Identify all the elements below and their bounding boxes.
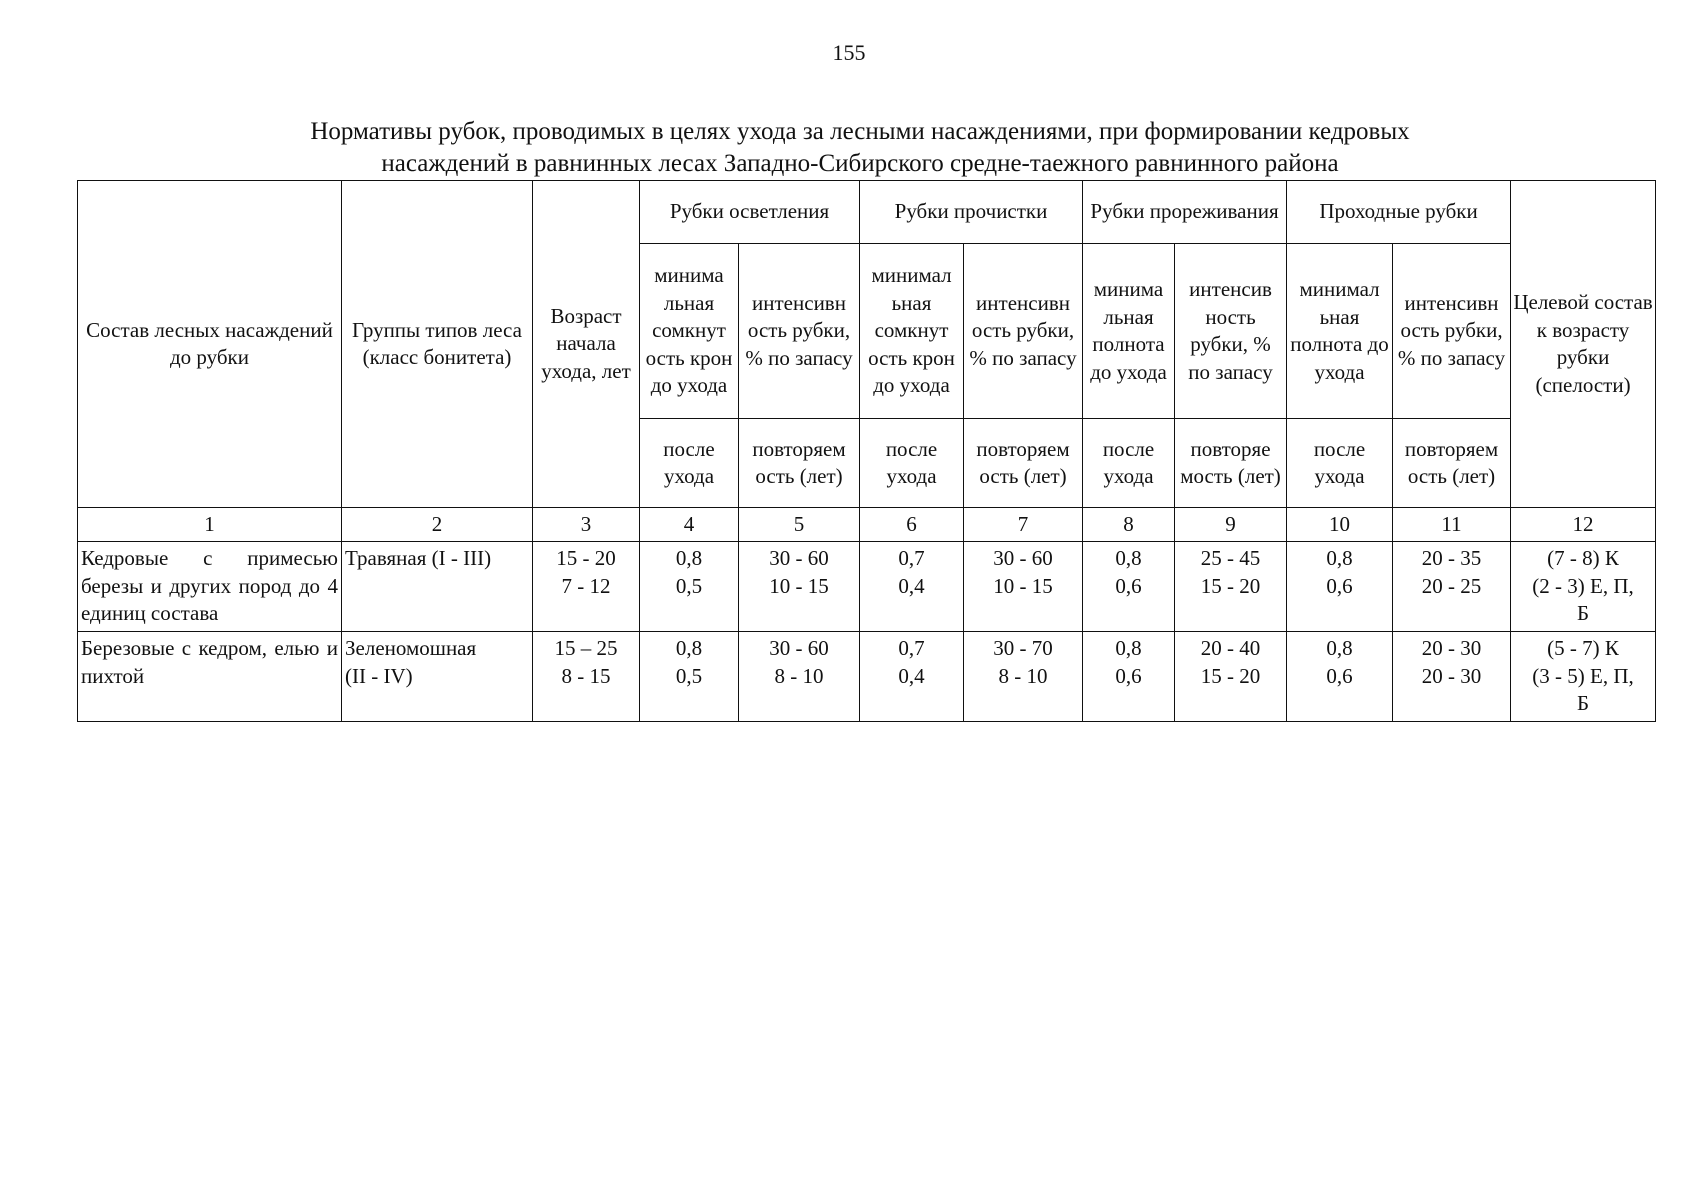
header-c4-after: после ухода xyxy=(640,419,739,508)
cell-value: 30 - 60 xyxy=(769,546,829,570)
cell-value: 0,8 xyxy=(1115,636,1142,660)
column-number: 4 xyxy=(640,508,739,542)
cell-value: 15 - 20 xyxy=(1200,573,1261,598)
cell-c10 xyxy=(1287,542,1393,632)
header-start-age: Возраст начала ухода, лет xyxy=(533,181,640,508)
cell-forest-type xyxy=(342,632,533,722)
header-c6-min-density: минимал ьная сомкнут ость крон до ухода xyxy=(860,244,964,419)
cell-value: 25 - 45 xyxy=(1200,546,1261,570)
cell-value: 10 - 15 xyxy=(769,573,829,598)
cell-value: 8 - 15 xyxy=(561,663,611,688)
cell-c11 xyxy=(1393,542,1511,632)
column-number: 2 xyxy=(342,508,533,542)
cell-value: 0,6 xyxy=(1115,573,1142,598)
cell-value: 8 - 10 xyxy=(774,663,824,688)
header-forest-type: Группы типов леса (класс бонитета) xyxy=(342,181,533,508)
cell-value: 30 - 60 xyxy=(993,546,1053,570)
column-number: 6 xyxy=(860,508,964,542)
cell-c4 xyxy=(640,542,739,632)
cell-c5 xyxy=(739,632,860,722)
cell-value: 20 - 40 xyxy=(1200,636,1261,660)
cell-value: 0,8 xyxy=(675,546,703,570)
cell-c8 xyxy=(1083,542,1175,632)
cell-c6 xyxy=(860,632,964,722)
cell-value: 0,4 xyxy=(898,663,925,688)
cell-value: 0,7 xyxy=(898,636,925,660)
header-target-composition: Целевой состав к возрасту рубки (спелости) xyxy=(1511,181,1656,508)
header-c5-repeat: повторяем ость (лет) xyxy=(739,419,860,508)
cell-value: 20 - 30 xyxy=(1421,663,1482,688)
cell-c6 xyxy=(860,542,964,632)
header-group-row xyxy=(78,181,1656,244)
cell-value: 0,4 xyxy=(898,573,925,598)
cell-target-composition xyxy=(1511,542,1656,632)
cell-value: 0,5 xyxy=(675,573,703,598)
cell-value: 20 - 30 xyxy=(1421,636,1482,660)
cell-c11 xyxy=(1393,632,1511,722)
column-number: 10 xyxy=(1287,508,1393,542)
column-number: 1 xyxy=(78,508,342,542)
cell-value: 0,7 xyxy=(898,546,925,570)
cell-composition: Кедровые с примесью березы и других пород до 4 единиц состава xyxy=(78,542,342,632)
header-c11-intensity: интенсивн ость рубки, % по запасу xyxy=(1393,244,1511,419)
column-number: 5 xyxy=(739,508,860,542)
cell-value: (2 - 3) Е, П, xyxy=(1532,573,1634,598)
cell-value: 15 - 20 xyxy=(556,546,616,570)
cell-c4 xyxy=(640,632,739,722)
cell-value: 0,8 xyxy=(1326,636,1353,660)
cell-value: 30 - 60 xyxy=(769,636,829,660)
cell-value: 15 - 20 xyxy=(1200,663,1261,688)
table-title-line-2: насаждений в равнинных лесах Западно-Сибирского средне-таежного равнинного района xyxy=(381,150,1339,177)
table-title xyxy=(240,116,1480,180)
cell-value: (7 - 8) К xyxy=(1547,546,1619,570)
cell-value: 0,8 xyxy=(1326,546,1353,570)
cell-c10 xyxy=(1287,632,1393,722)
header-c10-after: после ухода xyxy=(1287,419,1393,508)
header-c7-repeat: повторяем ость (лет) xyxy=(964,419,1083,508)
header-c10-min-fullness: минимал ьная полнота до ухода xyxy=(1287,244,1393,419)
cell-value: 8 - 10 xyxy=(998,663,1048,688)
cell-value: 10 - 15 xyxy=(993,573,1053,598)
cell-value: (II - IV) xyxy=(345,663,413,688)
table-row xyxy=(78,542,1656,632)
cell-composition: Березовые с кедром, елью и пихтой xyxy=(78,632,342,722)
cell-value: 0,8 xyxy=(675,636,703,660)
cell-c9 xyxy=(1175,542,1287,632)
column-number: 8 xyxy=(1083,508,1175,542)
column-number: 3 xyxy=(533,508,640,542)
page-number: 155 xyxy=(832,40,866,65)
cell-value: Зеленомошная xyxy=(345,636,477,660)
cell-value: 0,6 xyxy=(1115,663,1142,688)
header-c6-after: после ухода xyxy=(860,419,964,508)
header-group-prorezhivaniya: Рубки прореживания xyxy=(1083,181,1287,244)
cell-value: 0,6 xyxy=(1326,663,1353,688)
header-c8-min-fullness: минима льная полнота до ухода xyxy=(1083,244,1175,419)
header-c9-intensity: интенсив ность рубки, % по запасу xyxy=(1175,244,1287,419)
header-composition: Состав лесных насаждений до рубки xyxy=(78,181,342,508)
header-c11-repeat: повторяем ость (лет) xyxy=(1393,419,1511,508)
cell-value: 0,5 xyxy=(675,663,703,688)
cell-value: (5 - 7) К xyxy=(1547,636,1619,660)
cell-value: Б xyxy=(1577,691,1590,715)
cell-value: 15 – 25 xyxy=(554,636,618,660)
column-number: 9 xyxy=(1175,508,1287,542)
cell-c5 xyxy=(739,542,860,632)
header-c8-after: после ухода xyxy=(1083,419,1175,508)
table-row xyxy=(78,632,1656,722)
cell-c9 xyxy=(1175,632,1287,722)
cell-start-age xyxy=(533,632,640,722)
cell-c7 xyxy=(964,632,1083,722)
column-number: 12 xyxy=(1511,508,1656,542)
header-c5-intensity: интенсивн ость рубки, % по запасу xyxy=(739,244,860,419)
header-c7-intensity: интенсивн ость рубки, % по запасу xyxy=(964,244,1083,419)
cell-value: 0,8 xyxy=(1115,546,1142,570)
cell-c7 xyxy=(964,542,1083,632)
norms-table xyxy=(77,180,1656,722)
cell-forest-type: Травяная (I - III) xyxy=(342,542,533,632)
cell-target-composition xyxy=(1511,632,1656,722)
cell-c8 xyxy=(1083,632,1175,722)
header-group-prochistki: Рубки прочистки xyxy=(860,181,1083,244)
column-number-row xyxy=(78,508,1656,542)
cell-value: (3 - 5) Е, П, xyxy=(1532,663,1634,688)
cell-value: 7 - 12 xyxy=(561,573,611,598)
column-number: 11 xyxy=(1393,508,1511,542)
header-c4-min-density: минима льная сомкнут ость крон до ухода xyxy=(640,244,739,419)
cell-value: Б xyxy=(1577,601,1590,625)
cell-value: 20 - 25 xyxy=(1421,573,1482,598)
table-title-line-1: Нормативы рубок, проводимых в целях ухода за лесными насаждениями, при формировании кедровых xyxy=(310,118,1410,145)
header-group-osvetleniya: Рубки осветления xyxy=(640,181,860,244)
column-number: 7 xyxy=(964,508,1083,542)
header-c9-repeat: повторяе мость (лет) xyxy=(1175,419,1287,508)
header-group-prokhodnye: Проходные рубки xyxy=(1287,181,1511,244)
cell-value: 30 - 70 xyxy=(993,636,1053,660)
cell-value: 20 - 35 xyxy=(1421,546,1482,570)
cell-value: 0,6 xyxy=(1326,573,1353,598)
cell-start-age xyxy=(533,542,640,632)
